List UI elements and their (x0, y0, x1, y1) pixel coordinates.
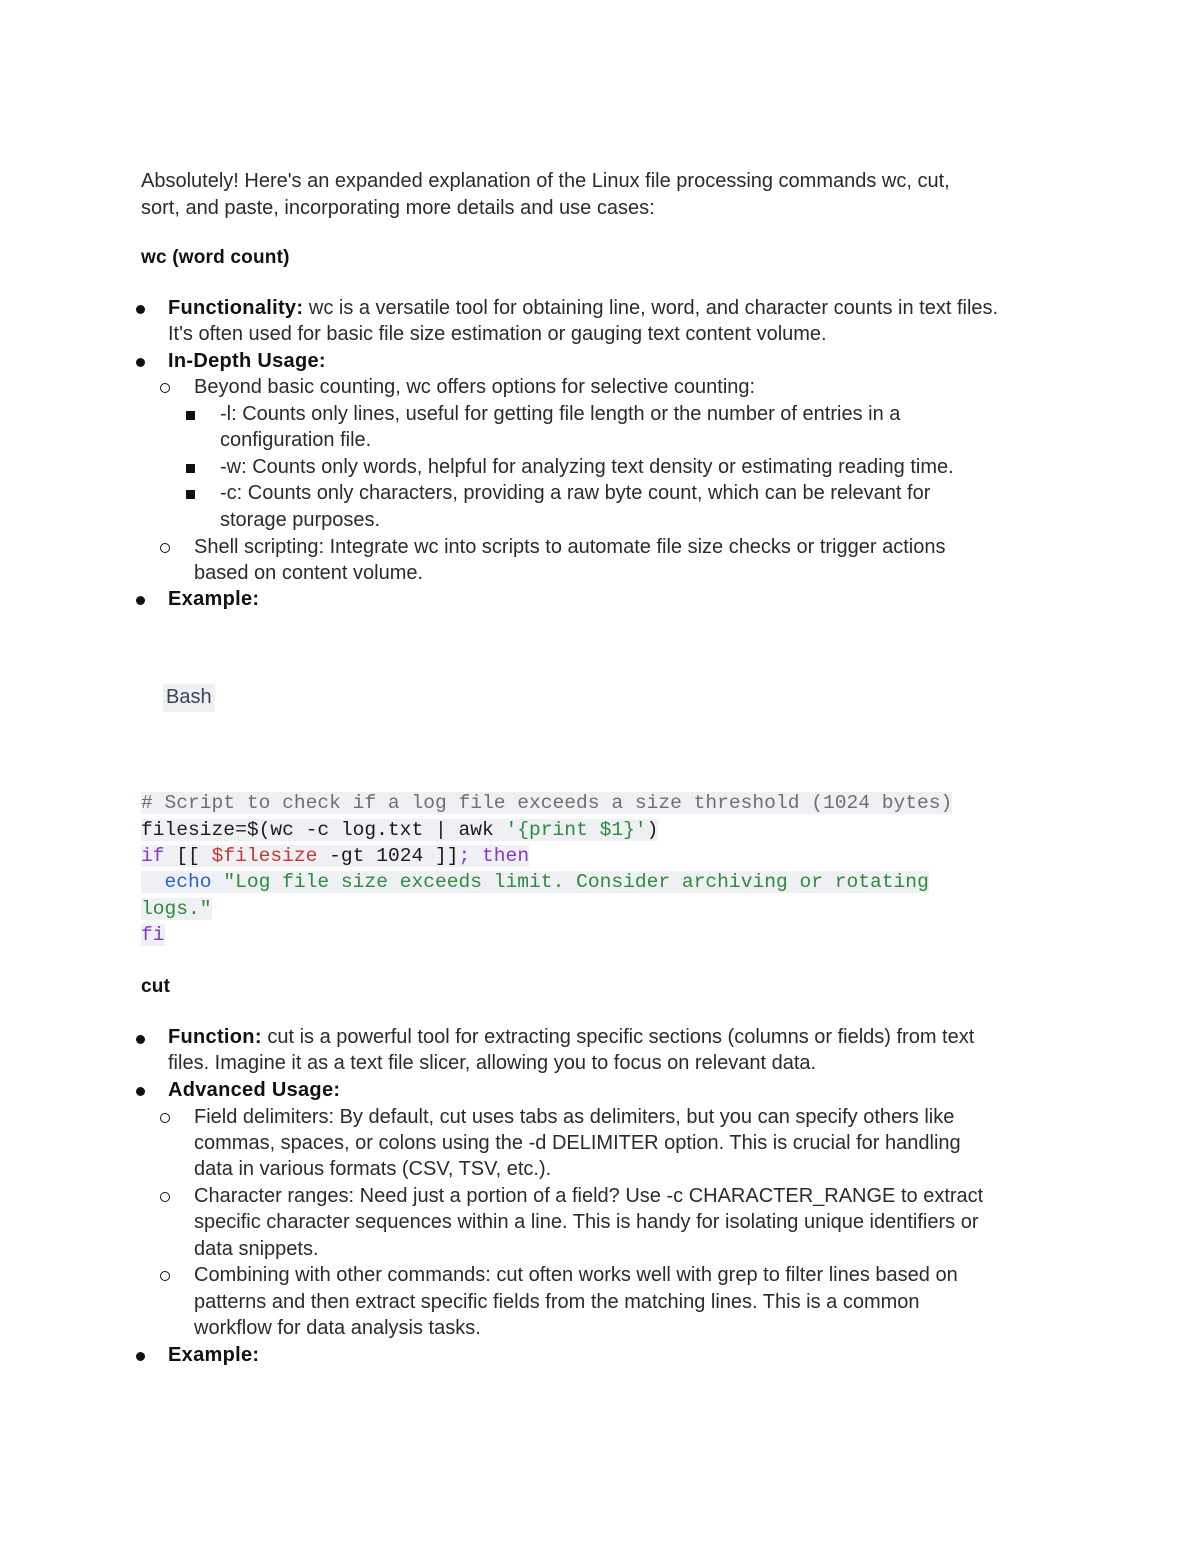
code-line-4 (141, 869, 929, 896)
wc-shell-line-2: based on content volume. (194, 562, 424, 584)
code-condition: -gt 1024 ]] (317, 845, 459, 867)
wc-functionality-line-1 (168, 295, 998, 322)
code-semicolon: ; (458, 845, 471, 867)
cut-advanced-label-line (168, 1077, 340, 1104)
advanced-label: Advanced Usage: (168, 1079, 341, 1101)
wc-functionality-line-2: It's often used for basic file size estimation or gauging text content volume. (168, 323, 827, 345)
example-label: Example: (168, 588, 260, 610)
code-then-keyword: then (470, 845, 530, 867)
wc-heading: wc (word count) (141, 247, 290, 268)
code-indent (141, 871, 165, 893)
code-filesize-assign: filesize=$(wc -c log.txt | awk (141, 819, 506, 841)
code-echo-string-2: logs." (141, 898, 212, 920)
wc-opt-l-line-1: -l: Counts only lines, useful for getting file length or the number of entries in a (220, 403, 901, 425)
bullet-disc-icon (136, 1352, 145, 1361)
wc-opt-c-line-2: storage purposes. (220, 509, 381, 531)
code-filesize-var: $filesize (211, 845, 318, 867)
cut-heading: cut (141, 976, 171, 997)
code-echo-string-1: "Log file size exceeds limit. Consider archiving or rotating (211, 871, 929, 893)
functionality-label: Functionality: (168, 297, 304, 319)
bullet-disc-icon (136, 305, 145, 314)
wc-usage-intro: Beyond basic counting, wc offers options for selective counting: (194, 376, 756, 398)
bullet-square-icon (186, 464, 195, 473)
wc-opt-l-line-2: configuration file. (220, 429, 372, 451)
bullet-square-icon (186, 490, 195, 499)
code-comment: # Script to check if a log file exceeds a size threshold (1024 bytes) (141, 792, 953, 814)
wc-usage-label-line (168, 348, 326, 375)
cut-function-line-2: files. Imagine it as a text file slicer, allowing you to focus on relevant data. (168, 1052, 817, 1074)
cut-delim-line-2: commas, spaces, or colons using the -d DELIMITER option. This is crucial for handling (194, 1132, 961, 1154)
code-line-6 (141, 922, 165, 949)
cut-char-line-2: specific character sequences within a line. This is handy for isolating unique identifiers or (194, 1211, 979, 1233)
code-fi-keyword: fi (141, 924, 165, 946)
wc-shell-line-1: Shell scripting: Integrate wc into scripts to automate file size checks or trigger actions (194, 536, 946, 558)
bullet-disc-icon (136, 1035, 145, 1044)
wc-opt-w: -w: Counts only words, helpful for analyzing text density or estimating reading time. (220, 456, 954, 478)
example-label: Example: (168, 1344, 260, 1366)
bullet-circle-icon (160, 543, 170, 553)
wc-example-line (168, 586, 259, 613)
bullet-circle-icon (160, 1271, 170, 1281)
bullet-circle-icon (160, 1113, 170, 1123)
intro-line-1: Absolutely! Here's an expanded explanation of the Linux file processing commands wc, cut, (141, 170, 950, 192)
cut-function-line-1 (168, 1024, 974, 1051)
wc-opt-c-line-1: -c: Counts only characters, providing a raw byte count, which can be relevant for (220, 482, 931, 504)
cut-example-line (168, 1342, 259, 1369)
bullet-disc-icon (136, 1087, 145, 1096)
bullet-square-icon (186, 411, 195, 420)
cut-char-line-3: data snippets. (194, 1238, 319, 1260)
cut-comb-line-2: patterns and then extract specific fields from the matching lines. This is a common (194, 1291, 920, 1313)
usage-label: In-Depth Usage: (168, 350, 326, 372)
bullet-disc-icon (136, 596, 145, 605)
intro-line-2: sort, and paste, incorporating more details and use cases: (141, 197, 655, 219)
bullet-circle-icon (160, 1192, 170, 1202)
cut-delim-line-3: data in various formats (CSV, TSV, etc.). (194, 1158, 552, 1180)
cut-char-line-1: Character ranges: Need just a portion of a field? Use -c CHARACTER_RANGE to extract (194, 1185, 984, 1207)
code-awk-string: '{print $1}' (505, 819, 647, 841)
function-text: cut is a powerful tool for extracting specific sections (columns or fields) from text (261, 1026, 975, 1048)
function-label: Function: (168, 1026, 262, 1048)
code-line-5 (141, 896, 212, 923)
code-line-3 (141, 843, 529, 870)
cut-comb-line-1: Combining with other commands: cut often works well with grep to filter lines based on (194, 1264, 958, 1286)
code-bracket-open: [[ (164, 845, 212, 867)
code-language-label: Bash (163, 684, 215, 712)
cut-delim-line-1: Field delimiters: By default, cut uses tabs as delimiters, but you can specify others like (194, 1106, 955, 1128)
code-line-2 (141, 817, 658, 844)
functionality-text: wc is a versatile tool for obtaining line, word, and character counts in text files. (303, 297, 999, 319)
code-close-paren: ) (646, 819, 659, 841)
cut-comb-line-3: workflow for data analysis tasks. (194, 1317, 481, 1339)
bullet-circle-icon (160, 383, 170, 393)
code-line-1 (141, 790, 952, 817)
code-if-keyword: if (141, 845, 165, 867)
code-echo: echo (164, 871, 212, 893)
bullet-disc-icon (136, 358, 145, 367)
